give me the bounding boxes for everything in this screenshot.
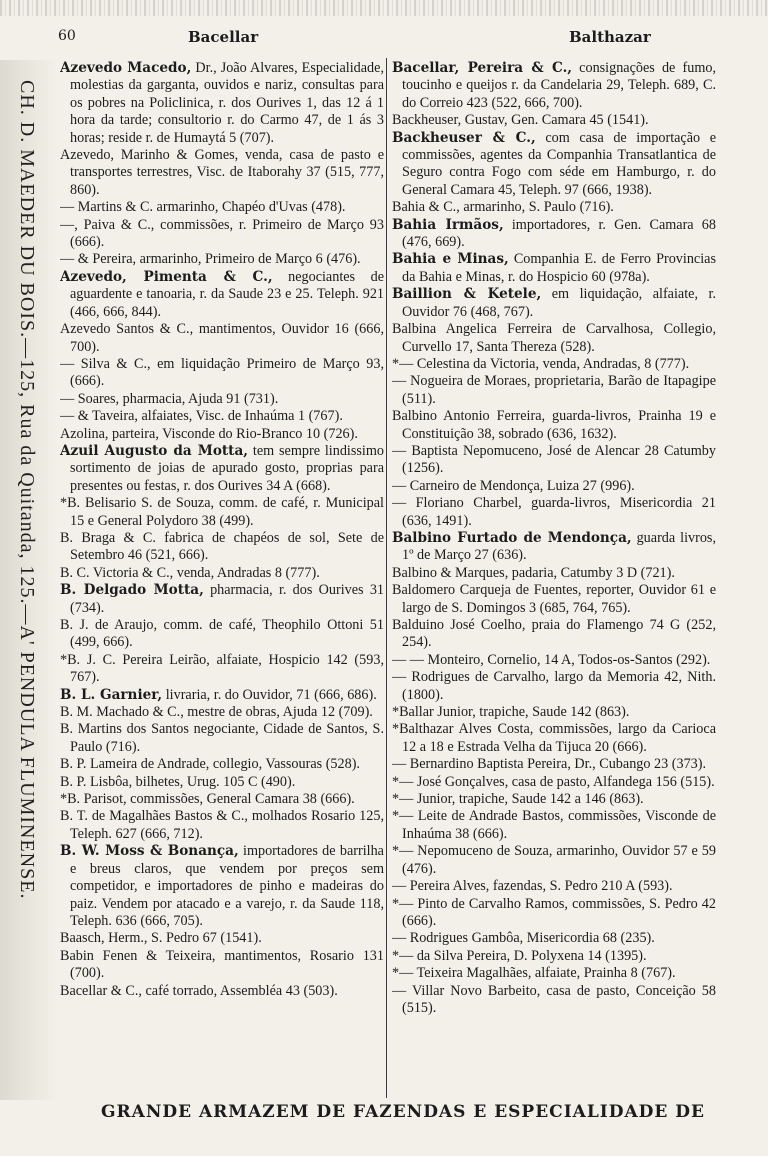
- directory-entry: [392, 669, 718, 704]
- entry-text: — — Monteiro, Cornelio, 14 A, Todos-os-Santos (292).: [392, 651, 711, 668]
- directory-entry: [392, 756, 718, 773]
- entry-text: Bahia & C., armarinho, S. Paulo (716).: [392, 199, 614, 216]
- entry-text: *Balthazar Alves Costa, commissões, largo da Carioca 12 a 18 e Estrada Velha da Tijuca 20 (666).: [392, 721, 716, 755]
- directory-entry: [60, 617, 386, 652]
- directory-entry: [60, 217, 386, 252]
- entry-text: com casa de importação e commissões, agentes da Companhia Transatlantica de Seguro contra Fogo com séde em Hamburgo, r. do General Camara 45, Teleph. 97 (666, 1938).: [402, 129, 717, 198]
- entry-text: *Ballar Junior, trapiche, Saude 142 (863).: [392, 704, 630, 721]
- page-header: [58, 28, 752, 50]
- entry-text: Balbina Angelica Ferreira de Carvalhosa, Collegio, Curvello 17, Santa Thereza (528).: [392, 321, 716, 355]
- entry-text: B. Braga & C. fabrica de chapéos de sol, Sete de Setembro 46 (521, 666).: [60, 529, 384, 564]
- directory-entry: [60, 930, 386, 947]
- entry-text: — Villar Novo Barbeito, casa de pasto, Conceição 58 (515).: [392, 982, 716, 1016]
- entry-text: — Bernardino Baptista Pereira, Dr., Cubango 23 (373).: [392, 756, 707, 773]
- entry-text: Azolina, parteira, Visconde do Rio-Branco 10 (726).: [60, 425, 358, 442]
- entry-text: *— Celestina da Victoria, venda, Andradas, 8 (777).: [392, 355, 690, 372]
- directory-entry: [392, 721, 718, 756]
- directory-entry: [60, 983, 386, 1000]
- entry-text: *B. Belisario S. de Souza, comm. de café, r. Municipal 15 e General Polydoro 38 (499).: [60, 495, 384, 529]
- entry-text: — Pereira Alves, fazendas, S. Pedro 210 A (593).: [392, 878, 673, 895]
- entry-text: *— Teixeira Magalhães, alfaiate, Prainha 8 (767).: [392, 965, 676, 982]
- entry-text: *— da Silva Pereira, D. Polyxena 14 (1395).: [392, 947, 647, 964]
- entry-text: tem sempre lindissimo sortimento de joias de apurado gosto, proprias para presentes ou festas, r. dos Ourives 34 A (668).: [70, 442, 384, 494]
- directory-entry: [60, 443, 386, 495]
- side-advertisement: [0, 60, 58, 1100]
- entry-text: *— José Gonçalves, casa de pasto, Alfandega 156 (515).: [392, 773, 715, 790]
- entry-text: guarda livros, 1º de Março 27 (636).: [402, 529, 716, 564]
- right-running-title: Balthazar: [569, 28, 651, 46]
- directory-entry: [392, 843, 718, 878]
- entry-text: — Floriano Charbel, guarda-livros, Misericordia 21 (636, 1491).: [392, 495, 716, 529]
- entry-text: — Nogueira de Moraes, proprietaria, Barão de Itapagipe (511).: [392, 373, 716, 407]
- entry-text: — Rodrigues Gambôa, Misericordia 68 (235).: [392, 930, 655, 947]
- directory-entry: [392, 896, 718, 931]
- directory-entry: [392, 983, 718, 1018]
- entry-text: Backheuser, Gustav, Gen. Camara 45 (1541).: [392, 112, 649, 129]
- entry-name: Bacellar, Pereira & C.,: [392, 60, 573, 76]
- entry-text: Dr., João Alvares, Especialidade, molestias da garganta, ouvidos e nariz, consultas para os pobres na Policlinica, r. dos Ourives 1, das 12 á 1 hora da tarde; consultorio r. do Carmo 47, de 1 ás 3 horas; reside r. de Humaytá 5 (707).: [70, 60, 384, 146]
- directory-entry: [392, 443, 718, 478]
- entry-text: Balbino Antonio Ferreira, guarda-livros, Prainha 19 e Constituição 38, sobrado (636, 1632).: [392, 408, 716, 442]
- directory-entry: [392, 565, 718, 582]
- directory-entry: [60, 321, 386, 356]
- directory-entry: [392, 930, 718, 947]
- directory-entry: [60, 408, 386, 425]
- directory-entry: [60, 199, 386, 216]
- entry-text: Azevedo Santos & C., mantimentos, Ouvidor 16 (666, 700).: [60, 321, 384, 355]
- directory-entry: [60, 582, 386, 617]
- entry-name: Azevedo, Pimenta & C.,: [60, 268, 273, 285]
- entry-text: Azevedo, Marinho & Gomes, venda, casa de pasto e transportes terrestres, Visc. de Itaborahy 37 (515, 777, 860).: [60, 147, 384, 198]
- right-column: [392, 60, 718, 1098]
- entry-text: — Soares, pharmacia, Ajuda 91 (731).: [60, 390, 279, 407]
- directory-entry: [60, 652, 386, 687]
- entry-name: Azevedo Macedo,: [60, 60, 192, 76]
- entry-name: B. W. Moss & Bonança,: [60, 843, 239, 860]
- entry-text: B. P. Lameira de Andrade, collegio, Vassouras (528).: [60, 756, 360, 773]
- entry-text: B. Martins dos Santos negociante, Cidade de Santos, S. Paulo (716).: [60, 721, 384, 755]
- directory-entry: [392, 60, 718, 112]
- directory-entry: [60, 565, 386, 582]
- directory-entry: [60, 391, 386, 408]
- directory-entry: [60, 147, 386, 199]
- directory-entry: [392, 530, 718, 565]
- entry-text: B. C. Victoria & C., venda, Andradas 8 (777).: [60, 564, 320, 581]
- directory-entry: [392, 774, 718, 791]
- entry-text: negociantes de aguardente e tanoaria, r. da Saude 23 e 25. Teleph. 921 (466, 666, 844).: [70, 268, 384, 320]
- entry-name: Bahia e Minas,: [392, 251, 509, 268]
- directory-entry: [60, 426, 386, 443]
- entry-text: — Silva & C., em liquidação Primeiro de Março 93, (666).: [60, 355, 384, 390]
- entry-text: B. P. Lisbôa, bilhetes, Urug. 105 C (490).: [60, 773, 296, 790]
- entry-text: B. J. de Araujo, comm. de café, Theophilo Ottoni 51 (499, 666).: [60, 617, 384, 651]
- directory-entry: [60, 495, 386, 530]
- entry-text: *B. J. C. Pereira Leirão, alfaiate, Hospicio 142 (593, 767).: [60, 651, 384, 686]
- directory-entry: [392, 356, 718, 373]
- directory-entry: [60, 756, 386, 773]
- entry-name: B. Delgado Motta,: [60, 582, 204, 599]
- entry-text: B. M. Machado & C., mestre de obras, Ajuda 12 (709).: [60, 704, 373, 721]
- entry-text: — Carneiro de Mendonça, Luiza 27 (996).: [392, 477, 635, 494]
- entry-text: —, Paiva & C., commissões, r. Primeiro de Março 93 (666).: [60, 216, 384, 251]
- directory-entry: [392, 478, 718, 495]
- entry-text: B. T. de Magalhães Bastos & C., molhados Rosario 125, Teleph. 627 (666, 712).: [60, 808, 384, 842]
- directory-entry: [60, 948, 386, 983]
- entry-name: Azuil Augusto da Motta,: [60, 442, 248, 459]
- entry-text: — Baptista Nepomuceno, José de Alencar 28 Catumby (1256).: [392, 442, 716, 477]
- directory-entry: [60, 774, 386, 791]
- entry-text: — Martins & C. armarinho, Chapéo d'Uvas (478).: [60, 199, 346, 216]
- directory-entry: [60, 791, 386, 808]
- scan-noise: [0, 0, 768, 16]
- entry-text: Balbino & Marques, padaria, Catumby 3 D (721).: [392, 564, 675, 581]
- entry-text: Babin Fenen & Teixeira, mantimentos, Rosario 131 (700).: [60, 947, 384, 982]
- entry-text: importadores, r. Gen. Camara 68 (476, 669).: [402, 216, 716, 251]
- entry-name: Backheuser & C.,: [392, 129, 536, 146]
- entry-text: *— Junior, trapiche, Saude 142 a 146 (863).: [392, 791, 644, 808]
- footer-banner: GRANDE ARMAZEM DE FAZENDAS E ESPECIALIDADE DE: [100, 1102, 706, 1122]
- entry-text: Baldomero Carqueja de Fuentes, reporter, Ouvidor 61 e largo de S. Domingos 3 (685, 764, 765).: [392, 582, 716, 616]
- left-column: [60, 60, 386, 1098]
- directory-entry: [392, 965, 718, 982]
- entry-text: Companhia E. de Ferro Provincias da Bahia e Minas, r. do Hospicio 60 (978a).: [402, 251, 716, 285]
- directory-entry: [392, 321, 718, 356]
- directory-entry: [392, 878, 718, 895]
- entry-text: *— Leite de Andrade Bastos, commissões, Visconde de Inhaúma 38 (666).: [392, 808, 716, 842]
- directory-entry: [60, 269, 386, 321]
- entry-text: pharmacia, r. dos Ourives 31 (734).: [70, 582, 385, 616]
- directory-entry: [60, 530, 386, 565]
- entry-name: Baillion & Ketele,: [392, 286, 542, 303]
- directory-entry: [392, 808, 718, 843]
- directory-entry: [392, 373, 718, 408]
- directory-entry: [392, 617, 718, 652]
- directory-entry: [60, 60, 386, 147]
- directory-entry: [392, 652, 718, 669]
- entry-name: Balbino Furtado de Mendonça,: [392, 529, 632, 546]
- directory-entry: [60, 356, 386, 391]
- entry-text: — & Taveira, alfaiates, Visc. de Inhaúma 1 (767).: [60, 408, 343, 425]
- directory-entry: [60, 704, 386, 721]
- entry-text: em liquidação, alfaiate, r. Ouvidor 76 (468, 767).: [402, 286, 717, 320]
- directory-entry: [60, 251, 386, 268]
- side-advertisement-text: CH. D. MAEDER DU BOIS.—125, Rua da Quitanda, 125.—A' PENDULA FLUMINENSE.: [16, 80, 38, 900]
- entry-text: consignações de fumo, toucinho e queijos r. da Candelaria 29, Teleph. 689, C. do Correio 423 (522, 666, 700).: [402, 60, 716, 111]
- entry-text: Bacellar & C., café torrado, Assembléa 43 (503).: [60, 982, 338, 999]
- entry-text: Balduino José Coelho, praia do Flamengo 74 G (252, 254).: [392, 617, 716, 651]
- directory-entry: [392, 217, 718, 252]
- entry-name: Bahia Irmãos,: [392, 216, 504, 233]
- directory-entry: [392, 582, 718, 617]
- entry-name: B. L. Garnier,: [60, 686, 163, 703]
- directory-entry: [60, 687, 386, 704]
- entry-text: — & Pereira, armarinho, Primeiro de Março 6 (476).: [60, 251, 361, 268]
- entry-text: — Rodrigues de Carvalho, largo da Memoria 42, Nith. (1800).: [392, 669, 716, 703]
- column-divider: [386, 58, 387, 1098]
- entry-text: *— Nepomuceno de Souza, armarinho, Ouvidor 57 e 59 (476).: [392, 843, 716, 877]
- directory-entry: [60, 721, 386, 756]
- directory-entry: [392, 286, 718, 321]
- directory-entry: [392, 948, 718, 965]
- entry-text: *B. Parisot, commissões, General Camara 38 (666).: [60, 791, 355, 808]
- entry-text: Baasch, Herm., S. Pedro 67 (1541).: [60, 930, 262, 947]
- left-running-title: Bacellar: [188, 28, 259, 46]
- entry-text: importadores de barrilha e breus claros, que vendem por preços sem competidor, e importadores de pinho e madeiras do paiz. Vendem por atacado e a varejo, r. da Saude 118, Teleph. 636 (666, 705).: [70, 843, 384, 929]
- directory-entry: [392, 199, 718, 216]
- directory-entry: [392, 251, 718, 286]
- directory-entry: [392, 495, 718, 530]
- entry-text: *— Pinto de Carvalho Ramos, commissões, S. Pedro 42 (666).: [392, 895, 716, 929]
- directory-entry: [60, 843, 386, 930]
- directory-entry: [60, 808, 386, 843]
- directory-entry: [392, 112, 718, 129]
- directory-entry: [392, 130, 718, 200]
- directory-entry: [392, 408, 718, 443]
- page-number: 60: [58, 28, 76, 44]
- directory-entry: [392, 704, 718, 721]
- entry-text: livraria, r. do Ouvidor, 71 (666, 686).: [162, 686, 377, 703]
- directory-entry: [392, 791, 718, 808]
